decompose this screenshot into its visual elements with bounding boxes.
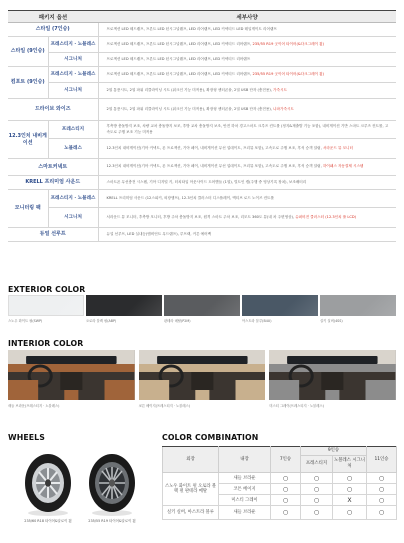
exterior-swatch — [164, 295, 240, 327]
cc-mark: ○ — [301, 495, 333, 506]
swatch-caption: 실키 실버(4SS) — [320, 319, 343, 323]
spec-text: 스마트폰 무선충전 시스템, 기아 디지털 키, 터치타입 아웃사이드 도어핸들 (1열), 빌트인 캠(주행 중 영상기록 장치), 보조배터리 — [106, 179, 307, 184]
wheel-18-caption: 235/60 R18 타이어&알로이 휠 — [24, 519, 72, 523]
wheel-item-18 — [18, 449, 78, 524]
cc-mark: ○ — [301, 484, 333, 495]
package-detail — [98, 37, 396, 53]
interior-color-title: INTERIOR COLOR — [8, 339, 84, 348]
package-group-label: 듀얼 선루프 — [8, 228, 98, 242]
cc-mark: X — [333, 495, 367, 506]
exterior-swatch — [86, 295, 162, 327]
cc-mark: ○ — [333, 506, 367, 520]
package-row — [8, 159, 396, 176]
cc-header-eleven: 11인승 — [367, 447, 397, 473]
spec-text: KRELL 프리미엄 사운드 (12스피커, 외장앰프), 12.3인치 클러스터 디스플레이, 액티브 로드 노이즈 컨트롤 — [106, 195, 274, 200]
package-row — [8, 67, 396, 83]
interior-caption: 미스티 그레이(프레스티지 · 노블레스) — [269, 404, 324, 408]
spec-text: 12.3인치 내비게이션(기아 커넥트, 폰 프로젝션, 기아 페이, 내비게이션 무선 업데이트, 프리뷰 포함), 고속도로 주행 보조, 후석 승객 알림, — [106, 145, 323, 150]
table-row — [163, 506, 397, 520]
interior-image-list — [8, 350, 396, 412]
package-sub-label: 시그니처 — [48, 208, 98, 228]
interior-item — [139, 350, 266, 412]
exterior-swatch — [320, 295, 396, 327]
spec-text: 2열 통풍시트, 2열 파워 리클라이닝 시트 (워크인 기능 미적용), 확장형 센터콘솔, 2열 USB 단자 (충전용), — [106, 87, 274, 92]
package-sub-label: 프레스티지 · 노블레스 — [48, 190, 98, 208]
wheels-title: WHEELS — [8, 433, 45, 442]
package-group-label: 스타일 (7인승) — [8, 23, 98, 37]
package-group-label: 드라이브 와이즈 — [8, 99, 98, 121]
package-detail — [98, 121, 396, 139]
package-detail — [98, 190, 396, 208]
wheel-18-image — [19, 449, 77, 517]
package-row — [8, 53, 396, 67]
interior-item — [269, 350, 396, 412]
spec-text: 서라운드 뷰 모니터, 후측방 모니터, 후방 주차 충돌방지 보조, 원격 스마트 주차 보조, 리모트 360도 뷰(내 차 주변영상), — [106, 214, 296, 219]
cc-interior-cell: 새들 브라운 — [219, 473, 271, 484]
package-group-label: 12.3인치 내비게이션 — [8, 121, 48, 159]
swatch-chip — [320, 295, 396, 316]
package-row — [8, 228, 396, 242]
cc-interior-cell: 새들 브라운 — [219, 506, 271, 520]
table-row — [163, 473, 397, 484]
wheel-item-19 — [82, 449, 142, 524]
spec-text: 듀얼 선루프, LED 실내등(앰비언트 무드램프), 루프랙, 커튼 에어백 — [106, 231, 212, 236]
cc-mark: ○ — [333, 473, 367, 484]
cc-header-interior: 내장 — [219, 447, 271, 473]
interior-image — [139, 350, 266, 400]
package-sub-label: 시그니처 — [48, 83, 98, 99]
spec-text: 프로젝션 LED 헤드램프, 프론트 LED 턴시그널램프, LED 리어램프, LED 커넥티드 리어램프, — [106, 71, 253, 76]
package-row — [8, 23, 396, 37]
swatch-chip — [86, 295, 162, 316]
package-row — [8, 121, 396, 139]
swatch-chip — [242, 295, 318, 316]
detail-spec-header: 세부사양 — [98, 11, 396, 23]
package-detail — [98, 208, 396, 228]
package-option-header: 패키지 옵션 — [8, 11, 98, 23]
spec-text: 후측방 충돌방지 보조, 차량 교차 충돌방지 보조, 후방 교차 충돌방지 보조, 안전 하차 경고 — [106, 124, 247, 129]
cc-header-seven: 7인승 — [271, 447, 301, 473]
swatch-chip — [8, 295, 84, 316]
package-options-body — [8, 23, 396, 242]
spec-text: 프로젝션 LED 헤드램프, 프론트 LED 턴시그널램프, LED 리어램프, LED 커넥티드 리어램프 — [106, 56, 251, 61]
wheel-19-image — [83, 449, 141, 517]
highlight-spec-text: 235/55 R19 굿이어 타이어(&다크그레이 휠) — [252, 71, 325, 76]
package-sub-label: 프레스티지 · 노블레스 — [48, 67, 98, 83]
cc-interior-cell: 코튼 베이지 — [219, 484, 271, 495]
package-row — [8, 37, 396, 53]
package-group-label: 모니터링 팩 — [8, 190, 48, 228]
swatch-caption: 판테라 메탈(P2M) — [164, 319, 191, 323]
exterior-swatch-list — [8, 295, 396, 327]
cc-mark: ○ — [367, 495, 397, 506]
wheel-19-caption: 235/55 R19 타이어&알로이 휠 — [88, 519, 136, 523]
package-row — [8, 208, 396, 228]
exterior-color-title: EXTERIOR COLOR — [8, 285, 86, 294]
package-sub-label: 프레스티지 — [48, 121, 98, 139]
color-combination-table — [162, 446, 397, 520]
highlight-spec-text: 슈퍼비전 클러스터 (12.3인치 풀 LCD) — [295, 214, 357, 219]
spec-text: 스마트 크루즈 컨트롤 (정지&재출발 기능 포함), 내비게이션 기반 스마트 크루즈 컨트롤, 고속도로 주행 보조 기능 미적용 — [106, 124, 389, 134]
highlight-spec-text: 나파가죽시트 — [273, 106, 294, 111]
interior-caption: 새들 브라운(프레스티지 · 노블레스) — [8, 404, 60, 408]
package-detail — [98, 83, 396, 99]
interior-image — [8, 350, 135, 400]
highlight-spec-text: 가죽시트 — [273, 87, 287, 92]
package-detail — [98, 67, 396, 83]
package-row — [8, 83, 396, 99]
cc-exterior-group-2: 실키 실버, 아스트라 블루 — [163, 506, 219, 520]
package-group-label: KRELL 프리미엄 사운드 — [8, 176, 98, 190]
spec-text: 12.3인치 내비게이션(기아 커넥트, 폰 프로젝션, 기아 페이, 내비게이션 무선 업데이트, 프리뷰 포함), 고속도로 주행 보조, 후석 승객 알림, — [106, 164, 323, 169]
package-detail — [98, 53, 396, 67]
package-detail — [98, 139, 396, 159]
package-detail — [98, 99, 396, 121]
highlight-spec-text: 235/55 R19 굿이어 타이어(&다크그레이 휠) — [252, 41, 325, 46]
cc-exterior-group-1: 스노우 화이트 펄 오로라 블랙 펄 판테라 메탈 — [163, 473, 219, 506]
swatch-caption: 아스트라 블루(B4U) — [242, 319, 272, 323]
spec-text: 2열 통풍시트, 2열 파워 리클라이닝 시트 (워크인 기능 미적용), 확장형 센터콘솔, 2열 USB 단자 (충전용), — [106, 106, 274, 111]
spec-text: 프로젝션 LED 헤드램프, 프론트 LED 턴시그널램프, LED 리어램프, LED 커넥티드 LED 테일게이트 리어램프 — [106, 26, 277, 31]
package-detail — [98, 176, 396, 190]
cc-mark: ○ — [271, 473, 301, 484]
highlight-spec-text: 하이패스 자동결제 시스템 — [322, 164, 364, 169]
cc-mark: ○ — [367, 506, 397, 520]
cc-interior-cell: 미스티 그레이 — [219, 495, 271, 506]
cc-mark: ○ — [271, 506, 301, 520]
cc-mark: ○ — [333, 484, 367, 495]
swatch-caption: 스노우 화이트 펄(SWP) — [8, 319, 43, 323]
package-sub-label: 시그니처 — [48, 53, 98, 67]
package-detail — [98, 159, 396, 176]
package-sub-label: 프레스티지 · 노블레스 — [48, 37, 98, 53]
spec-text: 프로젝션 LED 헤드램프, 프론트 LED 턴시그널램프, LED 리어램프, LED 커넥티드 리어램프, — [106, 41, 253, 46]
package-row — [8, 139, 396, 159]
package-group-label: 스타일 (9인승) — [8, 37, 48, 67]
color-combination-title: COLOR COMBINATION — [162, 433, 259, 442]
interior-caption: 코튼 베이지(프레스티지 · 노블레스) — [138, 404, 191, 408]
cc-mark: ○ — [271, 484, 301, 495]
swatch-caption: 오로라 블랙 펄(ABP) — [86, 319, 117, 323]
package-row — [8, 190, 396, 208]
table-header-row — [8, 11, 396, 23]
highlight-spec-text: 서라운드 뷰 모니터 — [322, 145, 353, 150]
cc-header-prestige: 프레스티지 — [301, 456, 333, 473]
interior-image — [269, 350, 396, 400]
cc-mark: ○ — [301, 473, 333, 484]
exterior-swatch — [242, 295, 318, 327]
package-row — [8, 99, 396, 121]
exterior-swatch — [8, 295, 84, 327]
cc-header-nine: 9인승 — [301, 447, 367, 456]
package-detail — [98, 228, 396, 242]
swatch-chip — [164, 295, 240, 316]
package-sub-label: 노블레스 — [48, 139, 98, 159]
cc-mark: ○ — [301, 506, 333, 520]
cc-header-noblesse: 노블레스 시그니처 — [333, 456, 367, 473]
cc-mark: ○ — [367, 473, 397, 484]
package-options-table — [8, 10, 396, 242]
cc-mark: ○ — [271, 495, 301, 506]
cc-mark: ○ — [367, 484, 397, 495]
package-row — [8, 176, 396, 190]
package-group-label: 컴포트 (9인승) — [8, 67, 48, 99]
package-group-label: 스마트커넥트 — [8, 159, 98, 176]
cc-header-exterior: 외장 — [163, 447, 219, 473]
interior-item — [8, 350, 135, 412]
package-detail — [98, 23, 396, 37]
